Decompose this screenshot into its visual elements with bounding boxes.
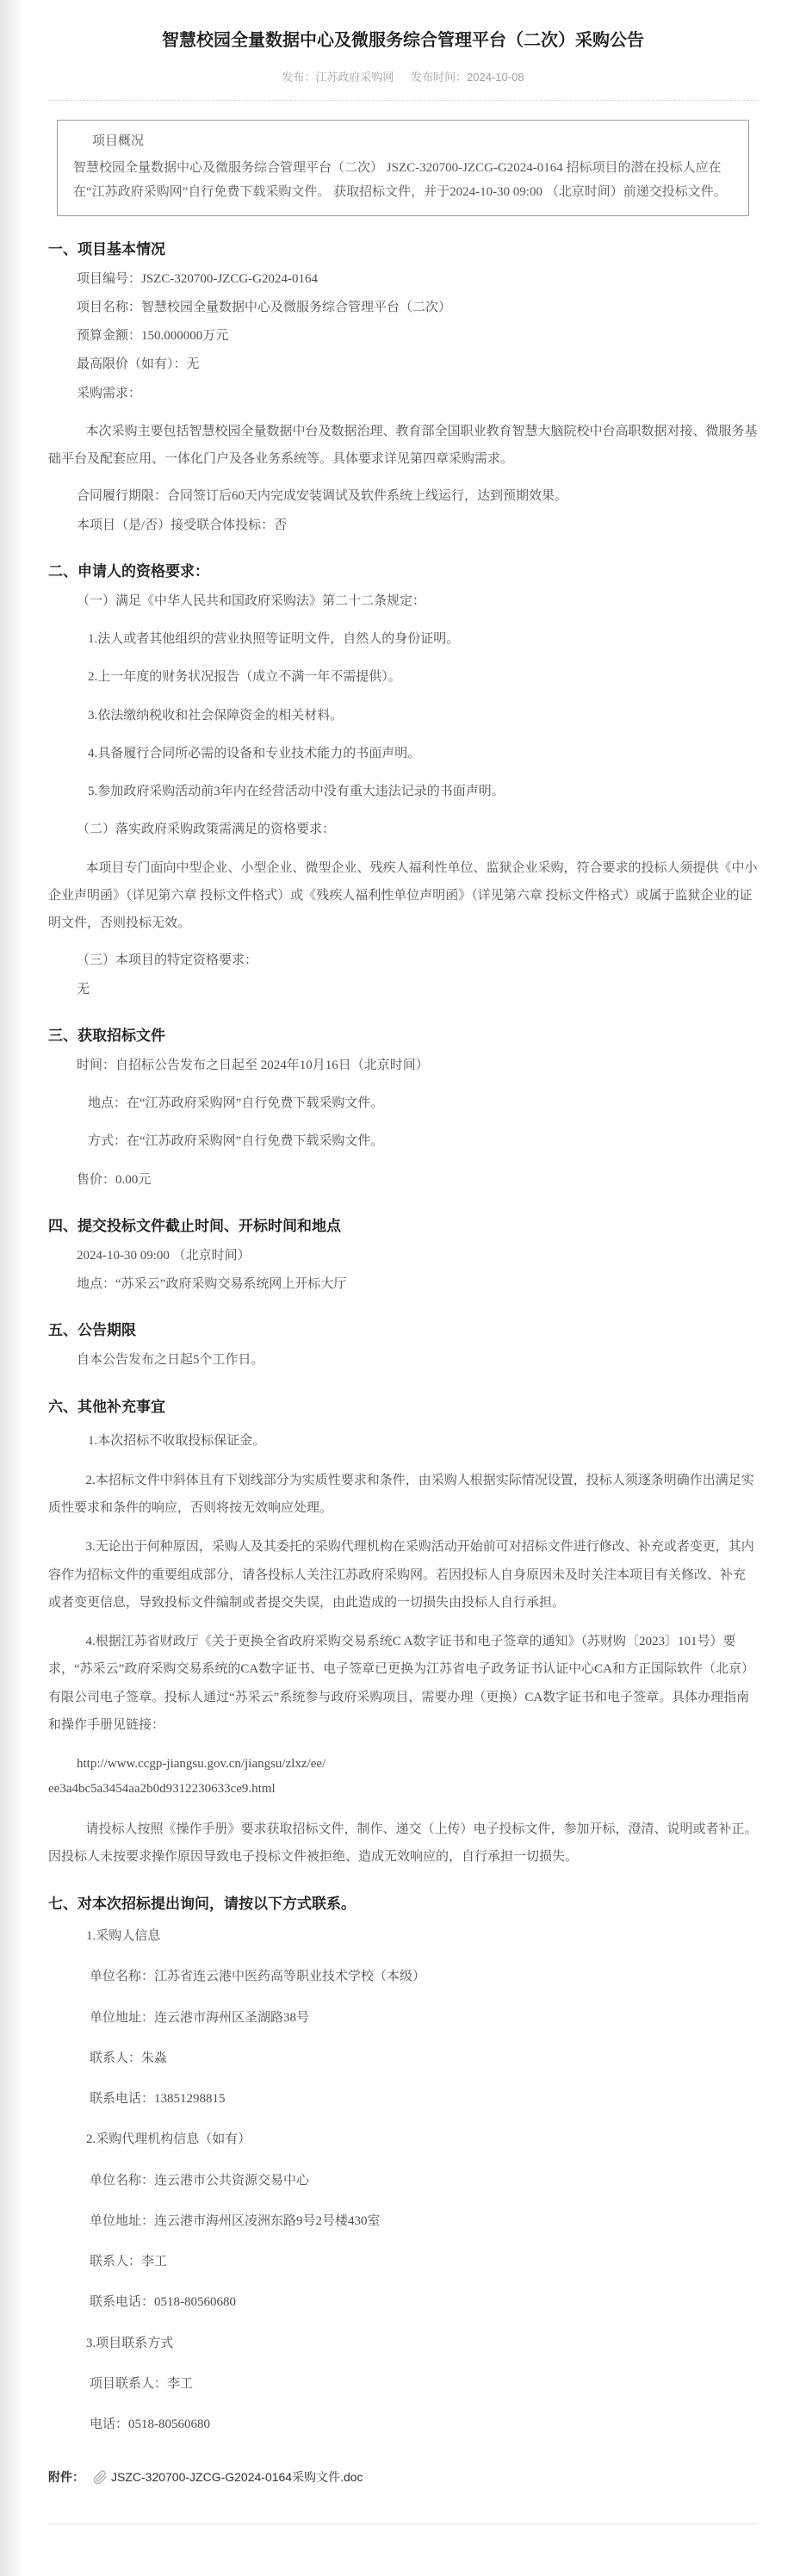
section-heading: 七、对本次招标提出询问，请按以下方式联系。	[48, 1896, 356, 1912]
attachment-label: 附件：	[48, 2470, 84, 2485]
text-line: 自本公告发布之日起5个工作日。	[77, 1353, 264, 1368]
section-body	[48, 589, 758, 1002]
paperclip-icon	[93, 2470, 108, 2485]
text-line: 本项目专门面向中型企业、小型企业、微型企业、残疾人福利性单位、监狱企业采购，符合要求的投标人须提供《中小企业声明函》（详见第六章 投标文件格式）或《残疾人福利性单位声明函》（详见第六章 投标文件格式）或属于监狱企业的证明文件，否则投标无效。	[48, 860, 758, 930]
text-line: 本项目（是/否）接受联合体投标：否	[77, 518, 288, 532]
section-body	[48, 1924, 758, 2437]
dashed-divider	[48, 100, 758, 101]
section-body	[48, 1429, 758, 1871]
text-line: 1.法人或者其他组织的营业执照等证明文件，自然人的身份证明。	[88, 632, 460, 646]
text-line: 联系人：朱淼	[90, 2051, 168, 2065]
sections-container	[48, 237, 758, 2438]
text-line: 项目联系人：李工	[90, 2376, 194, 2391]
text-line: 项目名称：智慧校园全量数据中心及微服务综合管理平台（二次）	[77, 300, 452, 314]
page-title: 智慧校园全量数据中心及微服务综合管理平台（二次）采购公告	[162, 31, 644, 50]
text-line: 合同履行期限：合同签订后60天内完成安装调试及软件系统上线运行，达到预期效果。	[77, 489, 568, 504]
text-line: （二）落实政府采购政策需满足的资格要求：	[77, 822, 336, 837]
section-heading: 五、公告期限	[48, 1322, 136, 1339]
text-line: 4.具备履行合同所必需的设备和专业技术能力的书面声明。	[88, 746, 421, 760]
text-line: 2.本招标文件中斜体且有下划线部分为实质性要求和条件，由采购人根据实际情况设置，投标人须逐条明确作出满足实质性要求和条件的响应，否则将按无效响应处理。	[48, 1473, 754, 1515]
text-line: 售价：0.00元	[77, 1172, 152, 1187]
overview-body: 智慧校园全量数据中心及微服务综合管理平台（二次） JSZC-320700-JZCG-G2024-0164 招标项目的潜在投标人应在在“江苏政府采购网”自行免费下载采购文件。 获取招标文件，并于2024-10-30 09:00 （北京时间）前递交投标文件。	[73, 160, 727, 199]
text-line: 采购需求：	[77, 386, 142, 400]
text-line: 单位名称：江苏省连云港中医药高等职业技术学校（本级）	[90, 1970, 426, 1984]
text-line: 5.参加政府采购活动前3年内在经营活动中没有重大违法记录的书面声明。	[88, 785, 505, 798]
document-section	[48, 237, 758, 538]
text-line: ee3a4bc5a3454aa2b0d9312230633ce9.html	[48, 1782, 276, 1797]
text-line: 联系人：李工	[90, 2255, 168, 2269]
bottom-divider	[48, 2523, 758, 2524]
text-line: 3.无论出于何种原因，采购人及其委托的采购代理机构在采购活动开始前可对招标文件进行修改、补充或者变更，其内容作为招标文件的重要组成部分，请各投标人关注江苏政府采购网。若因投标人自身原因未及时关注本项目有关修改、补充或者变更信息，导致投标文件编制或者提交失误，由此造成的一切损失由投标人自行承担。	[48, 1540, 754, 1610]
section-heading: 一、项目基本情况	[48, 240, 165, 258]
publisher-label: 发布：江苏政府采购网	[282, 71, 394, 84]
section-body	[48, 267, 758, 538]
text-line: 本次采购主要包括智慧校园全量数据中台及数据治理、教育部全国职业教育智慧大脑院校中台高职数据对接、微服务基础平台及配套应用、一体化门户及各业务系统等。具体要求详见第四章采购需求。	[48, 424, 758, 466]
document-section	[48, 1023, 758, 1193]
text-line: 地点：在“江苏政府采购网”自行免费下载采购文件。	[88, 1096, 384, 1110]
overview-title: 项目概况	[92, 134, 145, 148]
text-line: 3.项目联系方式	[86, 2336, 174, 2350]
text-line: 单位地址：连云港市海州区圣湖路38号	[90, 2010, 310, 2025]
document-section	[48, 1318, 758, 1373]
attachment-file-link[interactable]: JSZC-320700-JZCG-G2024-0164采购文件.doc	[111, 2470, 363, 2485]
text-line: 方式：在“江苏政府采购网”自行免费下载采购文件。	[88, 1134, 384, 1149]
text-line: 2024-10-30 09:00 （北京时间）	[77, 1248, 251, 1263]
text-line: （一）满足《中华人民共和国政府采购法》第二十二条规定：	[77, 593, 426, 608]
section-body	[48, 1053, 758, 1193]
section-body	[48, 1348, 758, 1373]
text-line: 地点：“苏采云”政府采购交易系统网上开标大厅	[77, 1277, 347, 1291]
section-heading: 二、申请人的资格要求：	[48, 562, 209, 580]
text-line: 请投标人按照《操作手册》要求获取招标文件，制作、递交（上传）电子投标文件，参加开标，澄清、说明或者补正。因投标人未按要求操作原因导致电子投标文件被拒绝、造成无效响应的，自行承担一切损失。	[48, 1822, 758, 1864]
text-line: 3.依法缴纳税收和社会保障资金的相关材料。	[88, 708, 344, 723]
text-line: 电话：0518-80560680	[90, 2418, 210, 2431]
text-line: 项目编号：JSZC-320700-JZCG-G2024-0164	[77, 271, 318, 286]
text-line: 1.本次招标不收取投标保证金。	[88, 1433, 266, 1448]
section-heading: 六、其他补充事宜	[48, 1398, 165, 1415]
text-line: 时间：自招标公告发布之日起至 2024年10月16日（北京时间）	[77, 1058, 429, 1072]
text-line: 最高限价（如有）：无	[77, 357, 200, 372]
text-line: 1.采购人信息	[86, 1929, 161, 1943]
text-line: 2.采购代理机构信息（如有）	[86, 2132, 251, 2147]
text-line: 联系电话：0518-80560680	[90, 2295, 236, 2310]
section-body	[48, 1244, 758, 1298]
text-line: 无	[77, 982, 90, 996]
document-section	[48, 1214, 758, 1298]
text-line: （三）本项目的特定资格要求：	[77, 953, 258, 968]
text-line: 单位名称：连云港市公共资源交易中心	[90, 2173, 310, 2188]
document-section	[48, 1394, 758, 1871]
text-line: 4.根据江苏省财政厅《关于更换全省政府采购交易系统C A数字证书和电子签章的通知》（苏财购〔2023〕101号）要求，“苏采云”政府采购交易系统的CA数字证书、电子签章已更换为江苏省电子政务证书认证中心CA和方正国际软件（北京）有限公司电子签章。投标人通过“苏采云”系统参与政府采购项目，需要办理（更换）CA数字证书和电子签章。具体办理指南和操作手册见链接：	[48, 1635, 754, 1732]
text-line: http://www.ccgp-jiangsu.gov.cn/jiangsu/zlxz/ee/	[77, 1757, 326, 1771]
attachment-row	[48, 2468, 758, 2486]
text-line: 联系电话：13851298815	[90, 2092, 226, 2106]
section-heading: 四、提交投标文件截止时间、开标时间和地点	[48, 1217, 341, 1234]
text-line: 2.上一年度的财务状况报告（成立不满一年不需提供）。	[88, 670, 401, 685]
document-section	[48, 1891, 758, 2437]
text-line: 预算金额：150.000000万元	[77, 329, 229, 343]
project-overview-box	[57, 120, 749, 216]
publish-time: 发布时间：2024-10-08	[411, 71, 524, 84]
document-section	[48, 559, 758, 1002]
section-heading: 三、获取招标文件	[48, 1027, 165, 1044]
text-line: 单位地址：连云港市海州区凌洲东路9号2号楼430室	[90, 2213, 381, 2228]
publish-meta	[48, 68, 758, 84]
